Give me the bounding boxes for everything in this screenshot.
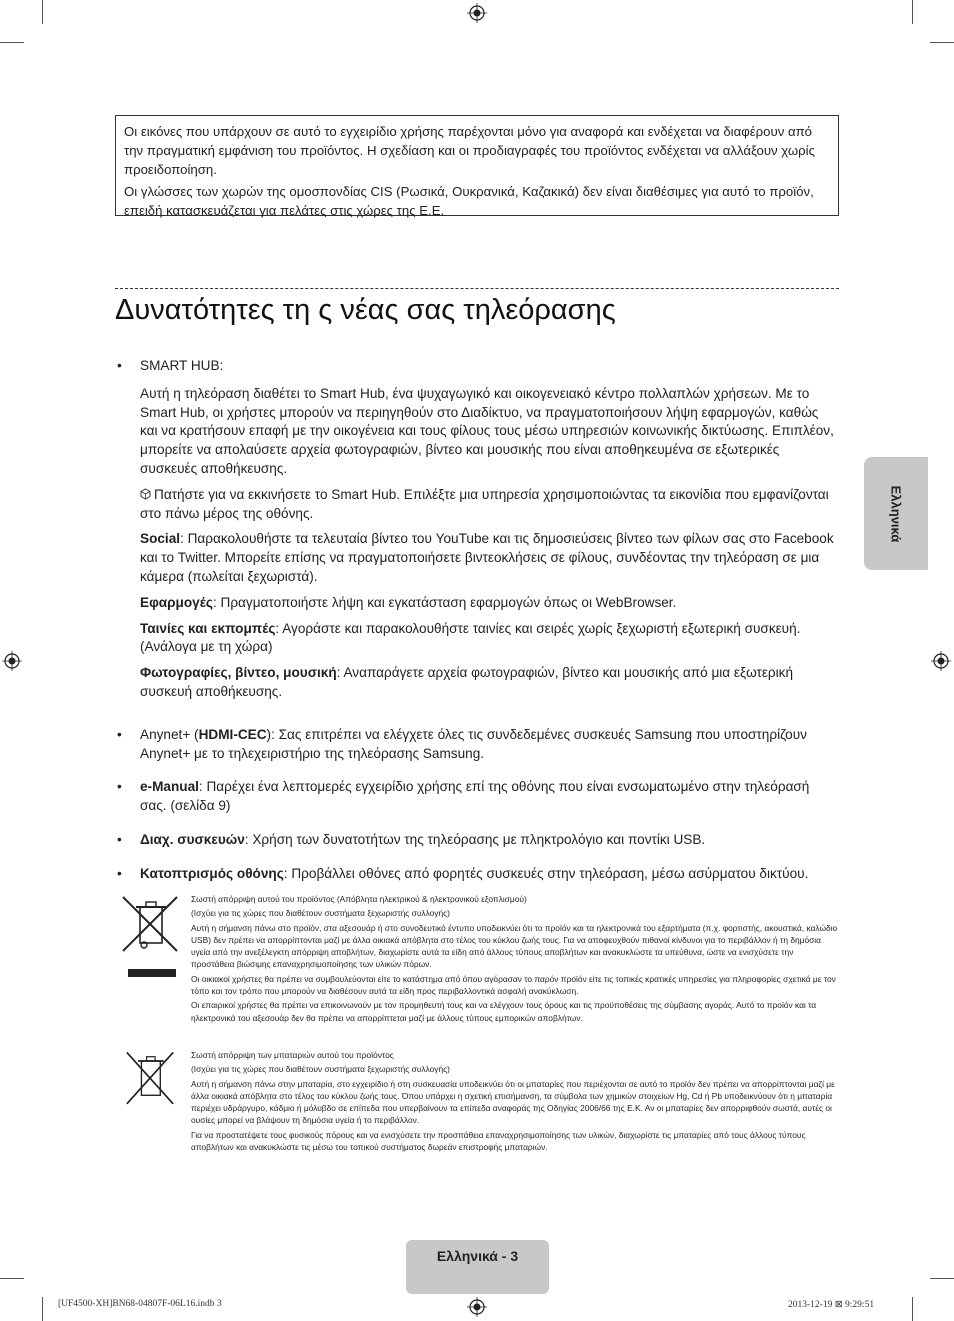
feature-device-manager: • Διαχ. συσκευών: Χρήση των δυνατοτήτων της τηλεόρασης με πληκτρολόγιο και ποντίκι USB. [117, 831, 839, 850]
feature-screen-mirroring: • Κατοπτρισμός οθόνης: Προβάλλει οθόνες από φορητές συσκευές στην τηλεόραση, μέσω ασύρματου δικτύου. [117, 865, 839, 884]
crop-mark [0, 42, 24, 43]
crop-mark [42, 1297, 43, 1321]
bullet: • [117, 831, 122, 847]
notice-box [115, 115, 839, 216]
bullet: • [117, 726, 122, 742]
registration-mark-icon [2, 651, 22, 671]
feature-name: SMART HUB [140, 358, 220, 373]
disposal-title: Σωστή απόρριψη αυτού του προϊόντος (Απόβλητα ηλεκτρικού & ηλεκτρονικού εξοπλισμού) [191, 894, 527, 904]
smart-hub-launch-text: Πατήστε για να εκκινήσετε το Smart Hub. Επιλέξτε μια υπηρεσία χρησιμοποιώντας τα εικονίδια που εμφανίζονται στο πάνω μέρος της οθόνης. [140, 486, 829, 521]
registration-mark-icon [467, 1297, 487, 1317]
feature-anynet: • Anynet+ (HDMI-CEC): Σας επιτρέπει να ελέγχετε όλες τις συνδεδεμένες συσκευές Samsung που υποστηρίζουν Anynet+ με το τηλεχειριστήριο της τηλεόρασης Samsung. [117, 726, 807, 761]
bullet: • [117, 779, 122, 795]
notice-paragraph: Οι γλώσσες των χωρών της ομοσπονδίας CIS (Ρωσικά, Ουκρανικά, Καζακικά) δεν είναι διαθέσιμες για αυτό το προϊόν, επειδή κατασκευάζεται για πελάτες στις χώρες της Ε.Ε. [124, 184, 814, 218]
service-item: Φωτογραφίες, βίντεο, μουσική: Αναπαράγετε αρχεία φωτογραφιών, βίντεο και μουσικής από μια εξωτερική συσκευή αποθήκευσης. [140, 665, 794, 699]
disposal-battery-section [115, 1049, 840, 1169]
smart-hub-intro: Αυτή η τηλεόραση διαθέτει το Smart Hub, ένα ψυχαγωγικό και οικογενειακό κέντρο πολλαπλών χρήσεων. Με το Smart Hub, οι χρήστες μπορούν να περιηγηθούν στο Διαδίκτυο, να πραγματοποιήσουν λήψη εφαρμογών, καθώς και να κρατήσουν επαφή με την οικογένεια και τους φίλους τους μέσω υπηρεσιών κοινωνικής δικτύωσης. Επιπλέον, μπορείτε να απολαύσετε αρχεία φωτογραφιών, βίντεο και μουσικής που είναι αποθηκευμένα σε εξωτερικές συσκευές αποθήκευσης. [140, 385, 834, 476]
language-side-tab [864, 457, 928, 570]
registration-mark-icon [931, 651, 951, 671]
smart-hub-button-icon [140, 488, 151, 500]
disposal-paragraph: Αυτή η σήμανση πάνω στο προϊόν, στα αξεσουάρ ή στο συνοδευτικό έντυπο υποδεικνύει ότι το προϊόν και τα ηλεκτρονικά του εξαρτήματα (π.χ. φορτιστής, ακουστικά, καλώδιο USB) δεν πρέπει να απορρίπτονται μαζί με άλλα οικιακά απόβλητα στο τέλος του κύκλου ζωής τους. Για να αποφευχθούν πιθανοί κίνδυνοι για το περιβάλλον ή τη δημόσια υγεία από την ανεξέλεγκτη απόρριψη αποβλήτων, διαχωρίστε αυτά τα είδη από άλλους τύπους αποβλήτων και ανακυκλώστε τα υπεύθυνα, ώστε να ενισχύσετε την προστάθεια βιώσιμης επαναχρησιμοποίησης των υλικών πόρων. [191, 922, 838, 970]
disposal-scope: (Ισχύει για τις χώρες που διαθέτουν συστήματα ξεχωριστής συλλογής) [191, 1064, 450, 1075]
crop-mark [912, 1297, 913, 1321]
bullet: • [117, 865, 122, 881]
crossed-bin-battery-icon [120, 1049, 180, 1121]
service-item: Social: Παρακολουθήστε τα τελευταία βίντεο του YouTube και τις δημοσιεύσεις βίντεο των φίλων σας στο Facebook και το Twitter. Μπορείτε επίσης να πραγματοποιήσετε βιντεοκλήσεις σε φίλους, συνδέοντας την τηλεόραση σε μια κάμερα (πωλείται ξεχωριστά). [140, 531, 834, 584]
disposal-paragraph: Για να προστατέψετε τους φυσικούς πόρους και να ενισχύσετε την προσπάθεια επαναχρησιμοποίησης των υλικών, διαχωρίστε τις μπαταρίες από τους άλλους τύπους αποβλήτων και ανακυκλώστε τις μέσω του τοπικού συστήματος δωρεάν επιστροφής μπαταριών. [191, 1129, 806, 1153]
print-file-info: [UF4500-XH]BN68-04807F-06L16.indb 3 [58, 1299, 222, 1309]
disposal-scope: (Ισχύει για τις χώρες που διαθέτουν συστήματα ξεχωριστής συλλογής) [191, 908, 450, 919]
crop-mark [930, 42, 954, 43]
crop-mark [930, 1278, 954, 1279]
feature-smart-hub: • SMART HUB: Αυτή η τηλεόραση διαθέτει το Smart Hub, ένα ψυχαγωγικό και οικογενειακό κέντρο πολλαπλών χρήσεων. Με το Smart Hub, οι χρήστες μπορούν να περιηγηθούν στο Διαδίκτυο, να πραγματοποιήσουν λήψη εφαρμογών, καθώς και να κρατήσουν επαφή με την οικογένεια και τους φίλους τους μέσω υπηρεσιών κοινωνικής δικτύωσης. Επιπλέον, μπορείτε να απολαύσετε αρχεία φωτογραφιών, βίντεο και μουσικής που είναι αποθηκευμένα σε εξωτερικές συσκευές αποθήκευσης. Πατήστε για να εκκινήσετε το Smart Hub. Επιλέξτε μια υπηρεσία χρησιμοποιώντας τα εικονίδια που εμφανίζονται στο πάνω μέρος της οθόνης. Social: Παρακολουθήστε τα τελευταία βίντεο του YouTube και τις δημοσιεύσεις βίντεο των φίλων σας στο Facebook και το Twitter. Μπορείτε επίσης να πραγματοποιήσετε βιντεοκλήσεις σε φίλους, συνδέοντας την τηλεόραση σε μια κάμερα (πωλείται ξεχωριστά). Εφαρμογές: Πραγματοποιήστε λήψη και εγκατάσταση εφαρμογών όπως οι WebBrowser. Ταινίες και εκπομπές: Αγοράστε και παρακολουθήστε ταινίες και σειρές χωρίς ξεχωριστή εξωτερική συσκευή. (Ανάλογα με τη χώρα) Φωτογραφίες, βίντεο, μουσική: Αναπαράγετε αρχεία φωτογραφιών, βίντεο και μουσικής από μια εξωτερική συσκευή αποθήκευσης. [117, 357, 839, 702]
feature-list [117, 357, 839, 899]
language-side-tab-label: Ελληνικά [888, 485, 904, 542]
section-divider [115, 288, 839, 289]
bullet: • [117, 358, 122, 373]
service-item: Εφαρμογές: Πραγματοποιήστε λήψη και εγκατάσταση εφαρμογών όπως οι WebBrowser. [140, 594, 677, 610]
crop-mark [42, 0, 43, 24]
crop-mark [0, 1278, 24, 1279]
disposal-paragraph: Οι επαιρικοί χρήστες θα πρέπει να επικοινωνούν με τον προμηθευτή τους και να ελέγχουν τους όρους και τις προϋποθέσεις της σύμβασης αγοράς. Αυτό το προϊόν και τα ηλεκτρονικά του αξεσουάρ δεν θα πρέπει να απορρίπτεται μαζί με άλλους τύπους εμπορικών αποβλήτων. [191, 1000, 817, 1023]
page-number-tab [406, 1240, 549, 1294]
page-number-label: Ελληνικά - 3 [436, 1248, 519, 1264]
disposal-paragraph: Αυτή η σήμανση πάνω στην μπαταρία, στο εγχειρίδιο ή στη συσκευασία υποδεικνύει ότι οι μπαταρίες που περιέχονται σε αυτό το προϊόν δεν πρέπει να απορρίπτονται μαζί με άλλα οικιακά απόβλητα στο τέλος του κύκλου ζωής τους. Όπου υπάρχει η σχετική επισήμανση, τα σύμβολα των χημικών στοιχείων Hg, Cd ή Pb υποδεικνύουν ότι η μπαταρία περιέχει υδράργυρο, κάδμιο ή μόλυβδο σε επίπεδα που υπερβαίνουν τα επίπεδα αναφοράς της Οδηγίας 2006/66 της Ε.Κ. Αν οι μπαταρίες δεν απορριφθούν σωστά, αυτές οι ουσίες μπορεί να βλάψουν τη δημόσια υγεία ή το περιβάλλον. [191, 1078, 835, 1126]
crossed-bin-icon [120, 893, 180, 977]
disposal-title: Σωστή απόρριψη των μπαταριών αυτού του προϊόντος [191, 1050, 394, 1060]
disposal-product-section [115, 893, 840, 1043]
registration-mark-icon [467, 3, 487, 23]
service-item: Ταινίες και εκπομπές: Αγοράστε και παρακολουθήστε ταινίες και σειρές χωρίς ξεχωριστή εξωτερική συσκευή. (Ανάλογα με τη χώρα) [140, 620, 801, 655]
page-title: Δυνατότητες τη ς νέας σας τηλεόρασης [115, 294, 616, 326]
feature-e-manual: • e-Manual: Παρέχει ένα λεπτομερές εγχειρίδιο χρήσης επί της οθόνης που είναι ενσωματωμένο στην τηλεόρασή σας. (σελίδα 9) [117, 779, 810, 814]
disposal-paragraph: Οι οικιακοί χρήστες θα πρέπει να συμβουλεύονται είτε το κατάστημα από όπου αγόρασαν το παρόν προϊόν είτε τις τοπικές κρατικές υπηρεσίες για πληροφορίες σχετικά με τον τόπο και τον τρόπο που μπορούν να διαθέσουν αυτά τα είδη προς περιβαλλοντικά ασφαλή ανακύκλωση. [191, 973, 836, 997]
crop-mark [912, 0, 913, 24]
notice-paragraph: Οι εικόνες που υπάρχουν σε αυτό το εγχειρίδιο χρήσης παρέχονται μόνο για αναφορά και ενδέχεται να διαφέρουν από την πραγματική εμφάνιση του προϊόντος. Η σχεδίαση και οι προδιαγραφές του προϊόντος ενδέχεται να αλλάξουν χωρίς προειδοποίηση. [124, 124, 815, 177]
print-timestamp: 2013-12-19 ⊠ 9:29:51 [788, 1300, 875, 1310]
